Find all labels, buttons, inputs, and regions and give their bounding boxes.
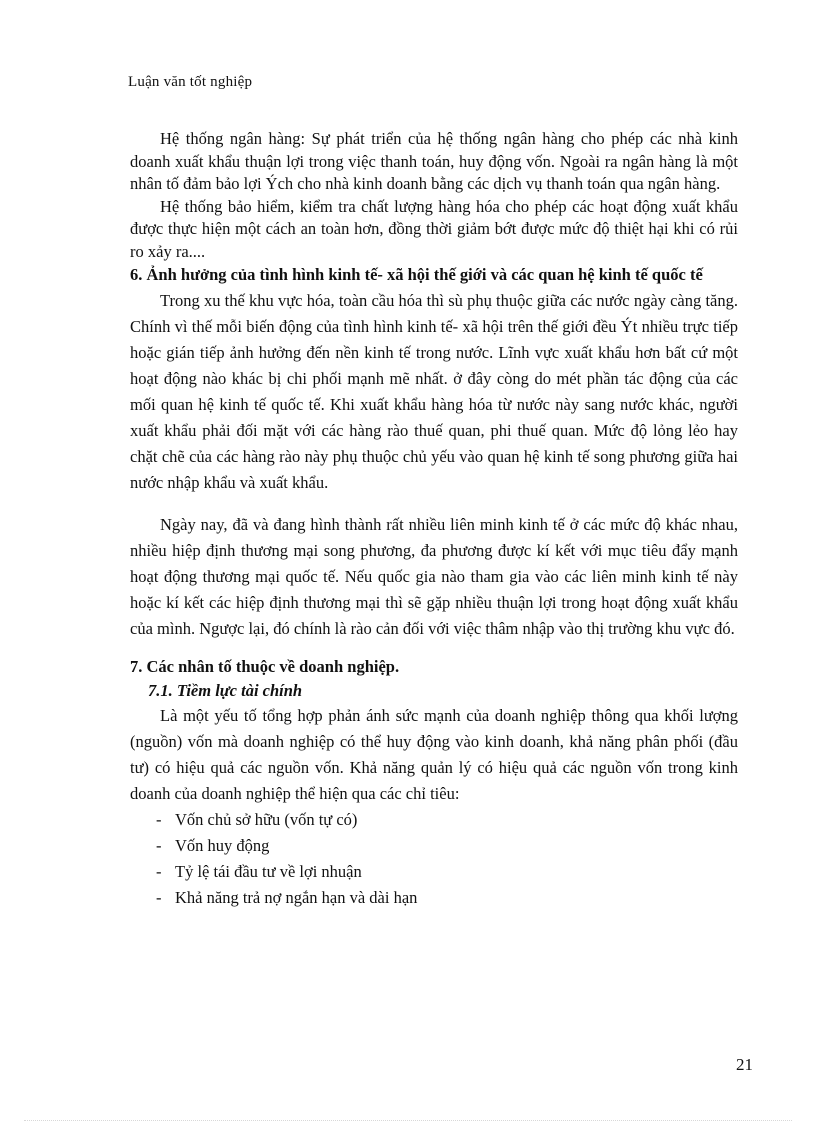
paragraph-economic-alliances: Ngày nay, đã và đang hình thành rất nhiều liên minh kinh tế ở các mức độ khác nhau, nhiều hiệp định thương mại song phương, đa phương được kí kết với mục tiêu đẩy mạnh hoạt động thương mại quốc tế. Nếu quốc gia nào tham gia vào các liên minh kinh tế này hoặc kí kết các hiệp định thương mại thì sẽ gặp nhiều thuận lợi trong hoạt động xuất khẩu của mình. Ngược lại, đó chính là rào cản đối với việc thâm nhập vào thị trường khu vực đó. (130, 515, 738, 639)
document-body (130, 128, 738, 911)
dash-marker: - (156, 861, 162, 881)
section-6-heading: 6. Ảnh hưởng của tình hình kinh tế- xã hội thế giới và các quan hệ kinh tế quốc tế (130, 264, 703, 284)
list-item: - Tỷ lệ tái đầu tư về lợi nhuận (156, 859, 738, 885)
dash-marker: - (156, 835, 162, 855)
list-item: - Khả năng trả nợ ngắn hạn và dài hạn (156, 885, 738, 911)
running-header: Luận văn tốt nghiệp (128, 74, 253, 90)
paragraph-regionalization: Trong xu thế khu vực hóa, toàn cầu hóa thì sù phụ thuộc giữa các nước ngày càng tăng. Chính vì thế mỗi biến động của tình hình kinh tế- xã hội trên thế giới đều Ýt nhiều trực tiếp hoặc gián tiếp ảnh hưởng đến nền kinh tế trong nước. Lĩnh vực xuất khẩu hơn bất cứ một hoạt động nào khác bị chi phối mạnh mẽ nhất. ở đây còng do mét phần tác động của các mối quan hệ kinh tế quốc tế. Khi xuất khẩu hàng hóa từ nước này sang nước khác, người xuất khẩu phải đối mặt với các hàng rào thuế quan, phi thuế quan. Mức độ lỏng lẻo hay chặt chẽ của các hàng rào này phụ thuộc chủ yếu vào quan hệ kinh tế song phương giữa hai nước nhập khẩu và xuất khẩu. (130, 291, 738, 493)
page-bottom-divider (24, 1120, 792, 1121)
section-7-heading: 7. Các nhân tố thuộc về doanh nghiệp. (130, 657, 400, 677)
subsection-7-1-heading: 7.1. Tiềm lực tài chính (148, 680, 303, 700)
paragraph-insurance-system: Hệ thống bảo hiểm, kiểm tra chất lượng hàng hóa cho phép các hoạt động xuất khẩu được thực hiện một cách an toàn hơn, đồng thời giảm bớt được mức độ thiệt hại khi có rủi ro xảy ra.... (130, 196, 738, 261)
dash-marker: - (156, 809, 162, 829)
page-number: 21 (736, 1055, 753, 1074)
indicator-list (130, 807, 738, 911)
dash-marker: - (156, 887, 162, 907)
list-item: - Vốn huy động (156, 833, 738, 859)
paragraph-banking-system: Hệ thống ngân hàng: Sự phát triển của hệ thống ngân hàng cho phép các nhà kinh doanh xuất khẩu thuận lợi trong việc thanh toán, huy động vốn. Ngoài ra ngân hàng là một nhân tố đảm bảo lợi Ých cho nhà kinh doanh bằng các dịch vụ thanh toán qua ngân hàng. (130, 129, 738, 194)
paragraph-financial-potential: Là một yếu tố tổng hợp phản ánh sức mạnh của doanh nghiệp thông qua khối lượng (nguồn) vốn mà doanh nghiệp có thể huy động vào kinh doanh, khả năng phân phối (đầu tư) có hiệu quả các nguồn vốn. Khả năng quản lý có hiệu quả các nguồn vốn trong kinh doanh của doanh nghiệp thể hiện qua các chỉ tiêu: (130, 705, 738, 803)
list-item: - Vốn chủ sở hữu (vốn tự có) (156, 807, 738, 833)
